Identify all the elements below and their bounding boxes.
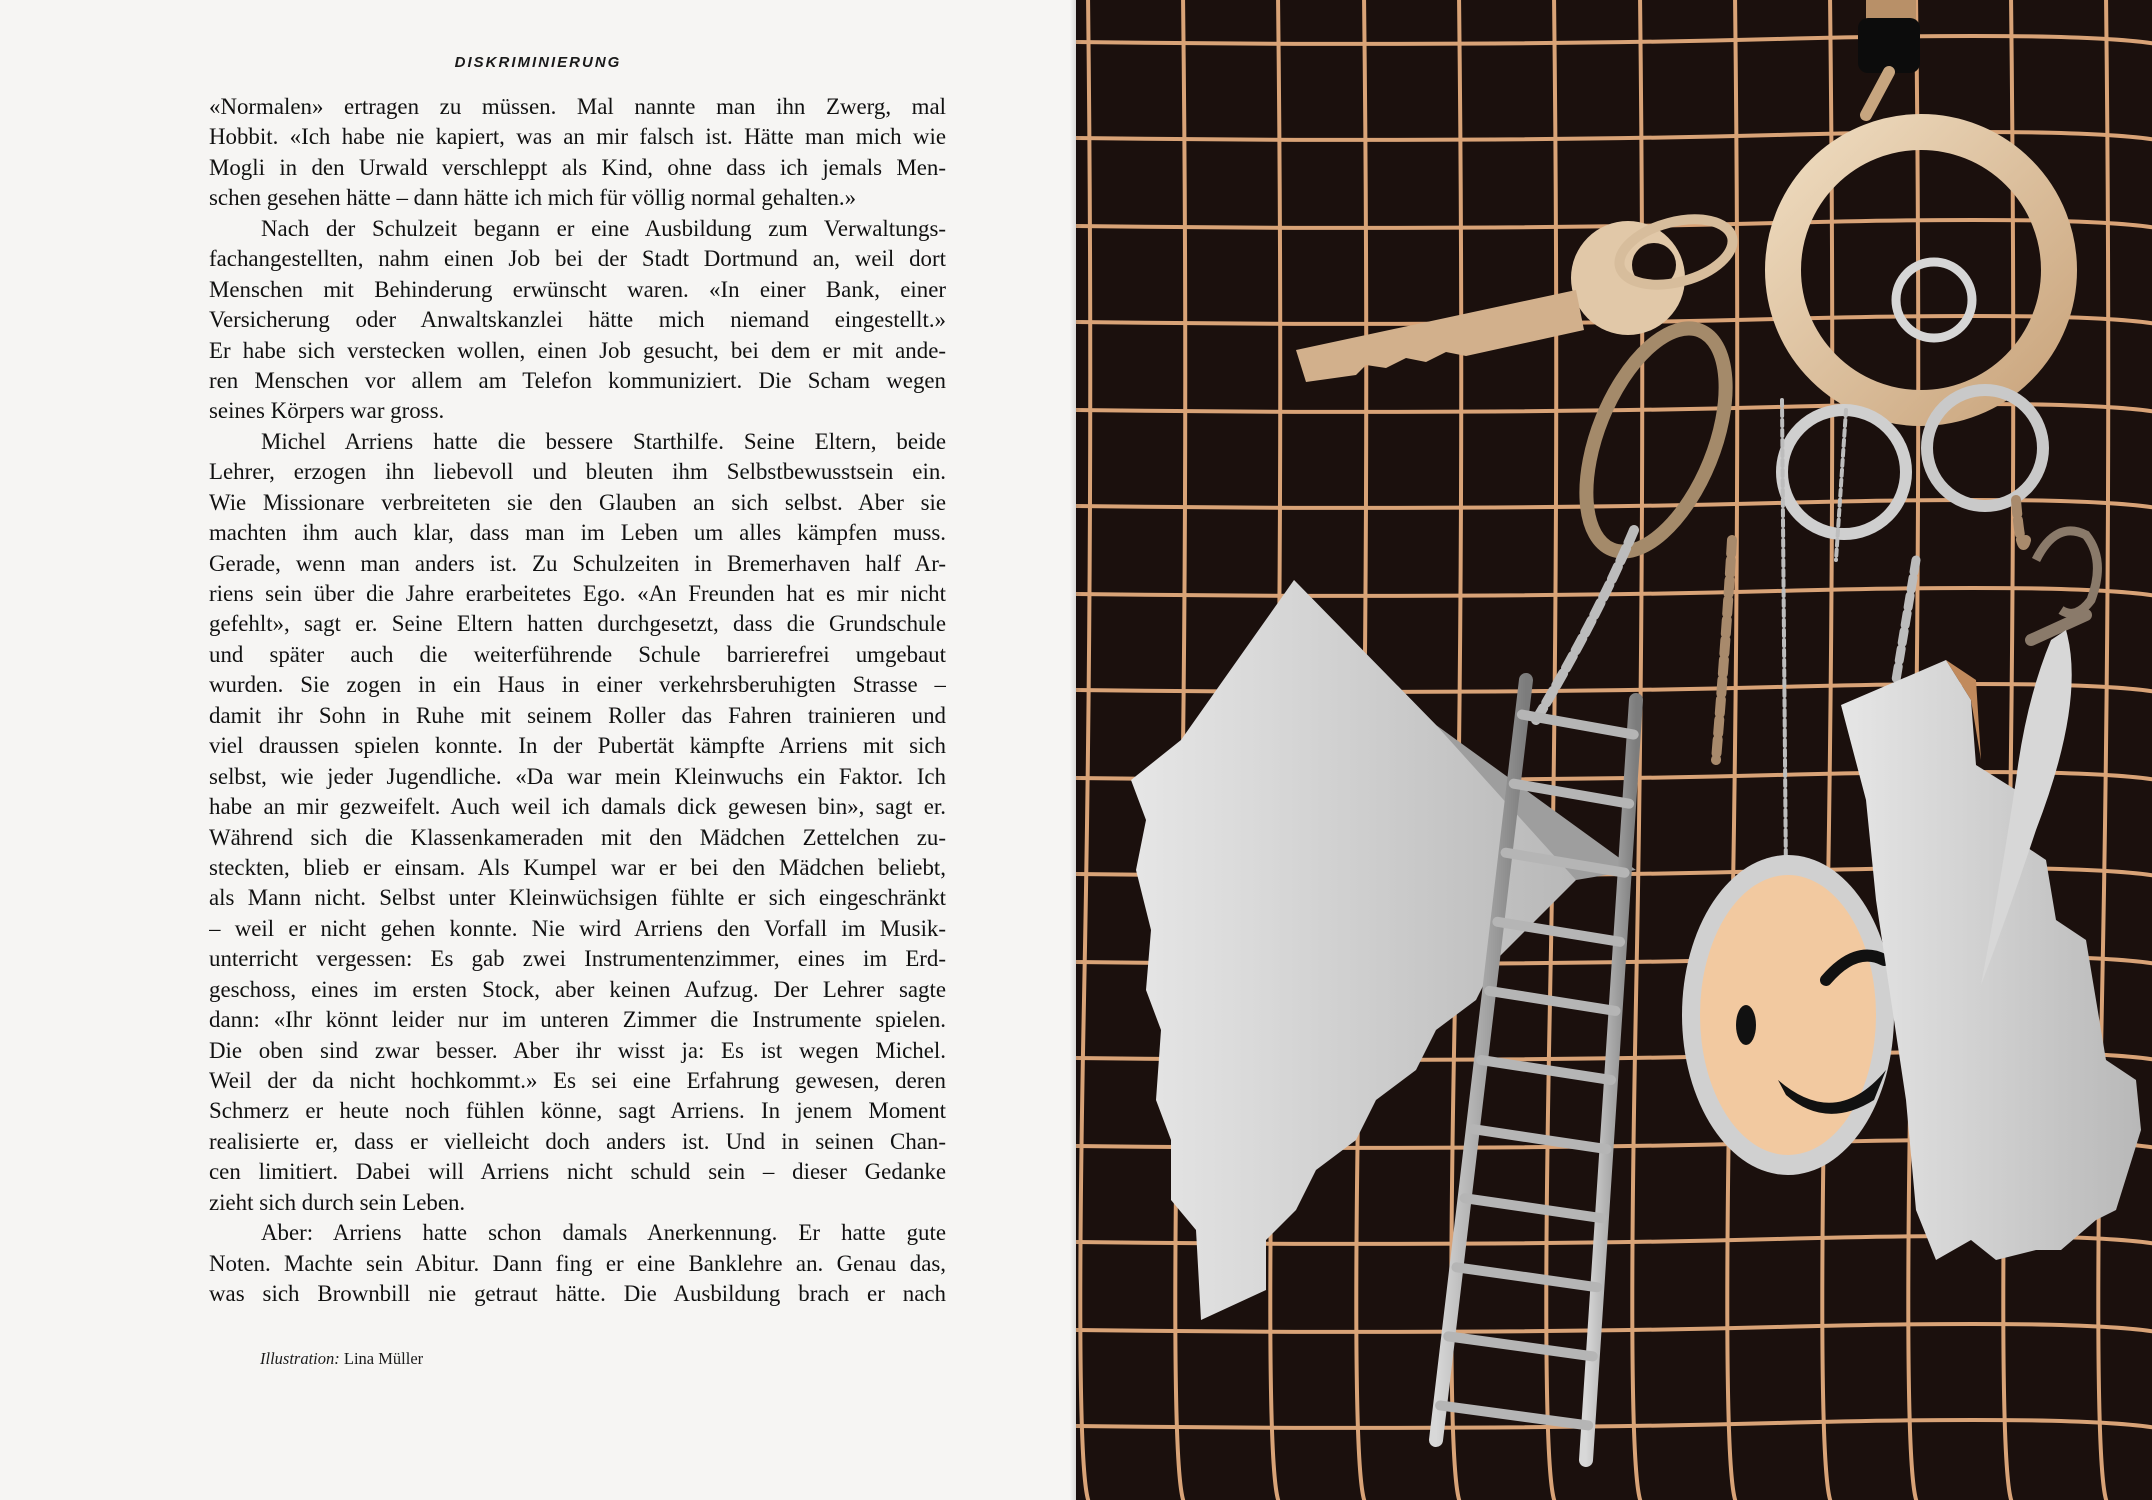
- text-line: – weil er nicht gehen konnte. Nie wird Arriens den Vorfall im Musik-: [209, 915, 946, 941]
- text-line: realisierte er, dass er vielleicht doch anders ist. Und in seinen Chan-: [209, 1128, 946, 1154]
- text-line: geschoss, eines im ersten Stock, aber keinen Aufzug. Der Lehrer sagte: [209, 976, 946, 1002]
- text-line: ren Menschen vor allem am Telefon kommuniziert. Die Scham wegen: [209, 367, 946, 393]
- text-line: Die oben sind zwar besser. Aber ihr wisst ja: Es ist wegen Michel.: [209, 1037, 946, 1063]
- text-line: Wie Missionare verbreiteten sie den Glauben an sich selbst. Aber sie: [209, 489, 946, 515]
- text-line: Hobbit. «Ich habe nie kapiert, was an mir falsch ist. Hätte man mich wie: [209, 124, 946, 150]
- ladder-rung: [1448, 1336, 1593, 1356]
- text-line: Mogli in den Urwald verschleppt als Kind, ohne dass ich jemals Men-: [209, 154, 946, 180]
- grid-line-horizontal: [1076, 1324, 2152, 1332]
- text-line: unterricht vergessen: Es gab zwei Instrumentenzimmer, eines im Erd-: [209, 946, 946, 972]
- text-line: «Normalen» ertragen zu müssen. Mal nannte man ihn Zwerg, mal: [209, 94, 946, 119]
- illustration-credit: [260, 1349, 423, 1369]
- text-line: cen limitiert. Dabei will Arriens nicht schuld sein – dieser Gedanke: [209, 1159, 946, 1185]
- text-line: und später auch die weiterführende Schule barrierefrei umgebaut: [209, 641, 946, 667]
- grid-line-horizontal: [1076, 36, 2152, 44]
- keyring-illustration: [1076, 0, 2152, 1500]
- text-line: selbst, wie jeder Jugendliche. «Da war mein Kleinwuchs ein Faktor. Ich: [209, 763, 946, 789]
- cord-knot: [1858, 0, 1920, 115]
- text-line: Menschen mit Behinderung erwünscht waren. «In einer Bank, einer: [209, 276, 946, 302]
- ladder-rung: [1440, 1405, 1588, 1425]
- text-line: Michel Arriens hatte die bessere Starthilfe. Seine Eltern, beide: [261, 428, 946, 454]
- grid-line-vertical: [2003, 0, 2014, 1500]
- text-line: machten ihm auch klar, dass man im Leben um alles kämpfen muss.: [209, 520, 946, 546]
- text-line: damit ihr Sohn in Ruhe mit seinem Roller das Fahren trainieren und: [209, 702, 946, 728]
- text-line: Während sich die Klassenkameraden mit den Mädchen Zettelchen zu-: [209, 824, 946, 850]
- ladder-rung: [1465, 1198, 1602, 1218]
- text-line: viel draussen spielen konnte. In der Pubertät kämpfte Arriens mit sich: [209, 733, 946, 759]
- text-line: habe an mir gezweifelt. Auch weil ich damals dick gewesen bin», sagt er.: [209, 794, 946, 820]
- ladder-rung: [1489, 991, 1615, 1011]
- text-line: Er habe sich verstecken wollen, einen Job gesucht, bei dem er mit ande-: [209, 337, 946, 363]
- ladder-rung: [1456, 1267, 1597, 1287]
- text-line: Schmerz er heute noch fühlen könne, sagt Arriens. In jenem Moment: [209, 1098, 946, 1124]
- text-line: Noten. Machte sein Abitur. Dann fing er eine Banklehre an. Genau das,: [209, 1250, 946, 1276]
- text-line: was sich Brownbill nie getraut hätte. Die Ausbildung brach er nach: [209, 1281, 946, 1307]
- key-icon: [1296, 208, 1740, 382]
- page-gutter: [1070, 0, 1082, 1500]
- text-line: wurden. Sie zogen in ein Haus in einer verkehrsberuhigten Strasse –: [209, 672, 946, 698]
- text-line: Gerade, wenn man anders ist. Zu Schulzeiten in Bremerhaven half Ar-: [209, 550, 946, 576]
- wooden-ring: [1783, 132, 2059, 408]
- text-line: zieht sich durch sein Leben.: [209, 1189, 466, 1215]
- text-line: gefehlt», sagt er. Seine Eltern hatten durchgesetzt, dass die Grundschule: [209, 611, 946, 637]
- text-line: Weil der da nicht hochkommt.» Es sei eine Erfahrung gewesen, deren: [209, 1068, 946, 1093]
- right-page-illustration: [1076, 0, 2152, 1500]
- ladder-rung: [1522, 715, 1634, 735]
- grid-line-horizontal: [1076, 1420, 2152, 1428]
- grid-line-vertical: [1822, 0, 1833, 1500]
- running-head: DISKRIMINIERUNG: [454, 54, 622, 71]
- credit-label: Illustration:: [260, 1349, 340, 1368]
- text-line: Nach der Schulzeit begann er eine Ausbildung zum Verwaltungs-: [261, 215, 946, 241]
- ladder-rung: [1481, 1060, 1611, 1080]
- grid-line-horizontal: [1076, 588, 2152, 596]
- text-line: Aber: Arriens hatte schon damals Anerkennung. Er hatte gute: [261, 1220, 946, 1246]
- credit-name: Lina Müller: [343, 1349, 424, 1368]
- text-line: riens sein über die Jahre erarbeitetes Ego. «An Freunden hat es mir nicht: [209, 581, 946, 606]
- winking-face-icon: [1682, 855, 1894, 1175]
- text-line: Versicherung oder Anwaltskanzlei hätte mich niemand eingestellt.»: [209, 307, 946, 333]
- text-line: seines Körpers war gross.: [209, 398, 445, 424]
- text-line: dann: «Ihr könnt leider nur im unteren Zimmer die Instrumente spielen.: [209, 1007, 946, 1033]
- text-line: steckten, blieb er einsam. Als Kumpel war er bei den Mädchen beliebt,: [209, 854, 946, 880]
- text-line: als Mann nicht. Selbst unter Kleinwüchsigen fühlte er sich eingeschränkt: [209, 885, 946, 911]
- text-line: schen gesehen hätte – dann hätte ich mich für völlig normal gehalten.»: [209, 185, 857, 211]
- text-line: fachangestellten, nahm einen Job bei der Stadt Dortmund an, weil dort: [209, 246, 946, 272]
- text-line: Lehrer, erzogen ihn liebevoll und bleuten ihm Selbstbewusstsein ein.: [209, 459, 946, 485]
- bronze-ring: [1558, 309, 1754, 571]
- article-body: [209, 92, 946, 1310]
